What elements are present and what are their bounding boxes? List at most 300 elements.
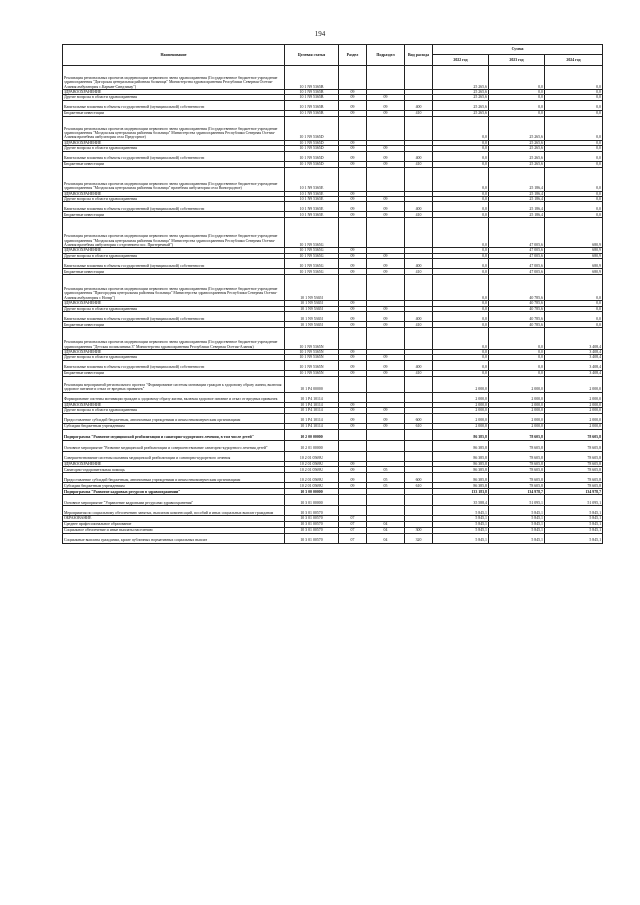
cell-name: Подпрограмма "Развитие кадровых ресурсов в здравоохранении": [63, 489, 285, 495]
cell-target: 10 1 N9 5365D: [285, 146, 339, 151]
cell-subsection: [367, 495, 405, 506]
cell-target: 10 1 P4 10114: [285, 392, 339, 402]
cell-2024: 5 845,1: [545, 533, 603, 543]
cell-target: 10 1 P4 10114: [285, 423, 339, 429]
cell-2023: 78 605,8: [489, 461, 545, 466]
cell-target: 10 1 N9 5365D: [285, 140, 339, 145]
cell-2023: 47 005,6: [489, 253, 545, 258]
cell-target: 10 1 P4 10114: [285, 402, 339, 407]
cell-target: 10 1 P4 00000: [285, 376, 339, 392]
cell-subsection: 05: [367, 467, 405, 473]
cell-subsection: [367, 376, 405, 392]
cell-section: 09: [339, 146, 367, 151]
cell-section: 09: [339, 461, 367, 466]
cell-name: Другие вопросы в области здравоохранения: [63, 197, 285, 202]
cell-2023: 25 265,6: [489, 151, 545, 161]
cell-subsection: [367, 392, 405, 402]
cell-2024: 134 978,7: [545, 489, 603, 495]
cell-2023: 2 000,0: [489, 408, 545, 413]
cell-section: 09: [339, 202, 367, 212]
cell-section: [339, 376, 367, 392]
cell-target: 10 1 N9 5365N: [285, 360, 339, 370]
table-row: [63, 495, 603, 506]
cell-target: 10 3 01 00570: [285, 516, 339, 521]
cell-2024: 0,0: [545, 116, 603, 140]
cell-2022: 133 183,8: [433, 489, 489, 495]
cell-subsection: [367, 451, 405, 461]
cell-target: 10 1 N9 5365N: [285, 350, 339, 355]
cell-target: 10 1 N9 5365N: [285, 328, 339, 350]
cell-2024: 3 408,4: [545, 360, 603, 370]
cell-2023: 47 005,6: [489, 218, 545, 248]
cell-name: Основное мероприятие "Развитие медицинской реабилитации и совершенствование санаторно-курортного лечения детей": [63, 440, 285, 451]
cell-target: 10 1 N9 5365I: [285, 322, 339, 328]
cell-section: 09: [339, 197, 367, 202]
cell-2023: 25 186,4: [489, 202, 545, 212]
cell-subsection: 09: [367, 202, 405, 212]
cell-2023: 0,0: [489, 90, 545, 95]
cell-2023: 2 000,0: [489, 413, 545, 423]
cell-name: Бюджетные инвестиции: [63, 322, 285, 328]
cell-target: 10 1 N9 5365E: [285, 212, 339, 218]
cell-target: 10 1 N9 5365D: [285, 161, 339, 167]
cell-2024: 78 605,8: [545, 429, 603, 440]
cell-2023: 78 605,8: [489, 473, 545, 483]
cell-2023: 78 605,8: [489, 440, 545, 451]
cell-target: 10 1 N9 5365I: [285, 301, 339, 306]
cell-name: ЗДРАВООХРАНЕНИЕ: [63, 140, 285, 145]
cell-name: Другие вопросы в области здравоохранения: [63, 306, 285, 311]
cell-section: 09: [339, 355, 367, 360]
cell-2023: 51 095,1: [489, 495, 545, 506]
cell-2024: 3 408,4: [545, 355, 603, 360]
cell-target: 10 2 01 0569U: [285, 451, 339, 461]
table-body: [63, 66, 603, 544]
budget-table: [62, 44, 603, 544]
cell-2022: 2 000,0: [433, 408, 489, 413]
cell-section: 07: [339, 516, 367, 521]
cell-target: 10 1 N9 5365B: [285, 110, 339, 116]
cell-2024: 2 000,0: [545, 376, 603, 392]
cell-2024: 78 605,8: [545, 473, 603, 483]
cell-section: 09: [339, 191, 367, 196]
cell-name: Основное мероприятие "Управление кадровыми ресурсами здравоохранения": [63, 495, 285, 506]
cell-target: 10 1 N9 5365D: [285, 116, 339, 140]
cell-2024: 78 605,8: [545, 461, 603, 466]
cell-2024: 0,0: [545, 202, 603, 212]
cell-target: 10 3 01 00000: [285, 495, 339, 506]
cell-2024: 78 605,8: [545, 451, 603, 461]
cell-name: Социальные выплаты гражданам, кроме публичных нормативных социальных выплат: [63, 533, 285, 543]
cell-name: ЗДРАВООХРАНЕНИЕ: [63, 248, 285, 253]
cell-section: 09: [339, 350, 367, 355]
cell-2023: 25 186,4: [489, 167, 545, 191]
cell-subsection: 09: [367, 100, 405, 110]
table-row: [63, 151, 603, 161]
cell-2022: 25 265,6: [433, 95, 489, 100]
cell-2023: 78 605,8: [489, 467, 545, 473]
cell-subsection: 09: [367, 161, 405, 167]
table-row: [63, 429, 603, 440]
cell-section: 09: [339, 151, 367, 161]
cell-2023: 25 265,6: [489, 146, 545, 151]
cell-2024: 3 408,4: [545, 350, 603, 355]
cell-section: [339, 218, 367, 248]
cell-2024: 2 000,0: [545, 402, 603, 407]
cell-2024: 5 845,1: [545, 516, 603, 521]
cell-2024: 0,0: [545, 322, 603, 328]
cell-2024: 78 605,8: [545, 467, 603, 473]
cell-target: 10 1 N9 5365I: [285, 312, 339, 322]
cell-name: Капитальные вложения в объекты государственной (муниципальной) собственности: [63, 151, 285, 161]
cell-section: 09: [339, 90, 367, 95]
cell-target: 10 1 N9 5365G: [285, 269, 339, 275]
cell-expense-type: [405, 451, 433, 461]
cell-2024: 0,0: [545, 197, 603, 202]
cell-2022: 0,0: [433, 248, 489, 253]
cell-2023: 78 605,8: [489, 429, 545, 440]
table-row: [63, 473, 603, 483]
cell-subsection: 09: [367, 312, 405, 322]
cell-2024: 680,9: [545, 259, 603, 269]
cell-2023: 25 265,6: [489, 116, 545, 140]
cell-2022: 0,0: [433, 269, 489, 275]
cell-2022: 5 845,1: [433, 527, 489, 533]
cell-expense-type: 400: [405, 259, 433, 269]
cell-section: [339, 275, 367, 301]
cell-expense-type: [405, 495, 433, 506]
cell-target: 10 2 01 0569U: [285, 483, 339, 489]
cell-name: Подпрограмма "Развитие медицинской реабилитации и санаторно-курортного лечения, в том числе детей": [63, 429, 285, 440]
cell-2023: 5 845,1: [489, 527, 545, 533]
cell-2023: 5 845,1: [489, 533, 545, 543]
cell-2024: 0,0: [545, 191, 603, 196]
header-2023: 2023 год: [489, 55, 545, 66]
cell-section: 09: [339, 212, 367, 218]
cell-subsection: 09: [367, 212, 405, 218]
cell-2022: 2 000,0: [433, 402, 489, 407]
cell-2024: 2 000,0: [545, 408, 603, 413]
cell-name: Бюджетные инвестиции: [63, 269, 285, 275]
cell-name: Реализация региональных проектов модернизации первичного звена здравоохранения (Государственное бюджетное учреждение здравоохранения "Моздокская центральная районная больница" Министерства здравоохранения Республики Северная Осетия-Алания врачебная амбулатория с отделением пос. Притеречный"): [63, 218, 285, 248]
cell-expense-type: [405, 167, 433, 191]
cell-2023: 0,0: [489, 328, 545, 350]
cell-target: 10 3 01 00570: [285, 527, 339, 533]
cell-2024: 680,9: [545, 248, 603, 253]
cell-subsection: [367, 440, 405, 451]
cell-name: Реализация региональных проектов модернизации первичного звена здравоохранения (Государственное бюджетное учреждение здравоохранения "Дигорская центральная районная больница" Министерства здравоохранения Республики Северная Осетия-Алания амбулатория с.Карман-Синдзикау"): [63, 66, 285, 90]
cell-2023: 2 000,0: [489, 376, 545, 392]
cell-target: 10 1 P4 10114: [285, 408, 339, 413]
cell-2023: 134 978,7: [489, 489, 545, 495]
cell-section: [339, 328, 367, 350]
cell-2023: 5 845,1: [489, 506, 545, 516]
header-expense-type: Вид расхода: [405, 45, 433, 66]
cell-expense-type: 600: [405, 413, 433, 423]
cell-2022: 0,0: [433, 191, 489, 196]
cell-2024: 680,9: [545, 269, 603, 275]
cell-name: Субсидии бюджетным учреждениям: [63, 423, 285, 429]
cell-target: 10 3 00 00000: [285, 489, 339, 495]
cell-2024: 3 408,4: [545, 370, 603, 376]
cell-2022: 86 385,8: [433, 461, 489, 466]
cell-expense-type: 410: [405, 269, 433, 275]
table-row: [63, 66, 603, 90]
cell-name: Совершенствование системы оказания медицинской реабилитации и санаторно-курортного лечения: [63, 451, 285, 461]
cell-target: 10 3 01 00570: [285, 521, 339, 527]
cell-2022: 0,0: [433, 328, 489, 350]
cell-name: Предоставление субсидий бюджетным, автономным учреждениям и иным некоммерческим организациям: [63, 413, 285, 423]
cell-subsection: 04: [367, 533, 405, 543]
cell-target: 10 1 N9 5365E: [285, 197, 339, 202]
cell-target: 10 1 N9 5365B: [285, 95, 339, 100]
cell-name: Санаторно-оздоровительная помощь: [63, 467, 285, 473]
cell-subsection: 04: [367, 527, 405, 533]
cell-target: 10 1 N9 5365N: [285, 370, 339, 376]
cell-subsection: 09: [367, 322, 405, 328]
cell-2022: 86 385,8: [433, 467, 489, 473]
cell-target: 10 1 P4 10114: [285, 413, 339, 423]
cell-name: ОБРАЗОВАНИЕ: [63, 516, 285, 521]
cell-section: 09: [339, 301, 367, 306]
cell-name: Бюджетные инвестиции: [63, 110, 285, 116]
cell-section: 09: [339, 408, 367, 413]
cell-expense-type: [405, 392, 433, 402]
cell-2024: 2 000,0: [545, 392, 603, 402]
cell-section: 09: [339, 248, 367, 253]
cell-name: Другие вопросы в области здравоохранения: [63, 146, 285, 151]
table-row: [63, 413, 603, 423]
cell-target: 10 2 01 0569U: [285, 467, 339, 473]
cell-2022: 35 588,4: [433, 495, 489, 506]
cell-expense-type: 410: [405, 110, 433, 116]
cell-2024: 5 845,1: [545, 527, 603, 533]
cell-section: 09: [339, 312, 367, 322]
cell-2022: 0,0: [433, 146, 489, 151]
cell-2022: 86 385,8: [433, 473, 489, 483]
cell-name: Бюджетные инвестиции: [63, 370, 285, 376]
cell-section: 09: [339, 413, 367, 423]
header-subsection: Подраздел: [367, 45, 405, 66]
cell-2024: 0,0: [545, 95, 603, 100]
table-row: [63, 533, 603, 543]
cell-subsection: 05: [367, 473, 405, 483]
cell-section: 07: [339, 533, 367, 543]
header-sum: Сумма: [433, 45, 603, 55]
cell-target: 10 1 N9 5365G: [285, 248, 339, 253]
cell-2024: 0,0: [545, 275, 603, 301]
cell-section: [339, 506, 367, 516]
cell-2022: 5 845,1: [433, 521, 489, 527]
cell-name: Реализация региональных проектов модернизации первичного звена здравоохранения (Государственное бюджетное учреждение здравоохранения "Моздокская центральная районная больница" Министерства здравоохранения Республики Северная Осетия-Алания врачебная амбулатория села Предгорное): [63, 116, 285, 140]
cell-2022: 0,0: [433, 116, 489, 140]
table-row: [63, 376, 603, 392]
cell-subsection: 09: [367, 413, 405, 423]
cell-target: 10 1 N9 5365I: [285, 275, 339, 301]
cell-2022: 5 845,1: [433, 506, 489, 516]
cell-target: 10 3 01 00570: [285, 506, 339, 516]
cell-expense-type: 400: [405, 312, 433, 322]
cell-2024: 0,0: [545, 90, 603, 95]
cell-2024: 51 095,1: [545, 495, 603, 506]
cell-section: 09: [339, 467, 367, 473]
cell-target: 10 1 N9 5365B: [285, 90, 339, 95]
cell-2023: 25 186,4: [489, 197, 545, 202]
cell-name: ЗДРАВООХРАНЕНИЕ: [63, 301, 285, 306]
cell-2022: 0,0: [433, 306, 489, 311]
cell-expense-type: 400: [405, 360, 433, 370]
cell-section: 09: [339, 402, 367, 407]
table-row: [63, 506, 603, 516]
cell-2022: 0,0: [433, 370, 489, 376]
cell-section: 09: [339, 140, 367, 145]
cell-subsection: 09: [367, 355, 405, 360]
cell-name: Капитальные вложения в объекты государственной (муниципальной) собственности: [63, 259, 285, 269]
cell-2022: 0,0: [433, 259, 489, 269]
cell-2022: 0,0: [433, 167, 489, 191]
cell-subsection: 09: [367, 306, 405, 311]
header-target: Целевая статья: [285, 45, 339, 66]
cell-subsection: 09: [367, 253, 405, 258]
table-row: [63, 167, 603, 191]
cell-subsection: 05: [367, 483, 405, 489]
cell-2023: 25 265,6: [489, 161, 545, 167]
cell-2024: 0,0: [545, 312, 603, 322]
cell-expense-type: [405, 506, 433, 516]
cell-2024: 5 845,1: [545, 506, 603, 516]
cell-section: 09: [339, 161, 367, 167]
cell-section: [339, 429, 367, 440]
cell-section: 09: [339, 423, 367, 429]
header-2022: 2022 год: [433, 55, 489, 66]
cell-2022: 0,0: [433, 350, 489, 355]
cell-2023: 2 000,0: [489, 392, 545, 402]
cell-2022: 86 385,8: [433, 429, 489, 440]
cell-subsection: 09: [367, 146, 405, 151]
cell-2022: 25 265,6: [433, 66, 489, 90]
cell-subsection: 09: [367, 259, 405, 269]
cell-expense-type: [405, 116, 433, 140]
cell-2024: 0,0: [545, 167, 603, 191]
cell-2023: 0,0: [489, 66, 545, 90]
cell-section: 09: [339, 110, 367, 116]
cell-subsection: 09: [367, 95, 405, 100]
cell-2023: 40 785,6: [489, 275, 545, 301]
cell-2024: 0,0: [545, 66, 603, 90]
cell-target: 10 1 N9 5365E: [285, 202, 339, 212]
cell-2022: 0,0: [433, 275, 489, 301]
cell-2022: 0,0: [433, 355, 489, 360]
cell-target: 10 1 N9 5365G: [285, 218, 339, 248]
cell-name: ЗДРАВООХРАНЕНИЕ: [63, 350, 285, 355]
cell-subsection: 09: [367, 408, 405, 413]
cell-subsection: 09: [367, 423, 405, 429]
cell-2022: 25 265,6: [433, 90, 489, 95]
cell-2024: 680,9: [545, 253, 603, 258]
cell-expense-type: [405, 328, 433, 350]
header-name: Наименование: [63, 45, 285, 66]
cell-section: 09: [339, 259, 367, 269]
cell-2024: 0,0: [545, 212, 603, 218]
cell-section: 09: [339, 253, 367, 258]
cell-expense-type: 400: [405, 151, 433, 161]
cell-2022: 86 385,8: [433, 483, 489, 489]
cell-section: 09: [339, 473, 367, 483]
cell-expense-type: 410: [405, 322, 433, 328]
cell-name: Другие вопросы в области здравоохранения: [63, 95, 285, 100]
cell-2024: 680,9: [545, 218, 603, 248]
cell-section: 09: [339, 483, 367, 489]
cell-target: 10 2 01 00000: [285, 440, 339, 451]
cell-2024: 78 605,8: [545, 483, 603, 489]
cell-2023: 2 000,0: [489, 402, 545, 407]
cell-expense-type: [405, 440, 433, 451]
cell-2023: 0,0: [489, 355, 545, 360]
cell-section: 09: [339, 322, 367, 328]
cell-target: 10 1 N9 5365I: [285, 306, 339, 311]
cell-expense-type: [405, 429, 433, 440]
table-row: [63, 116, 603, 140]
cell-subsection: [367, 275, 405, 301]
cell-subsection: 09: [367, 370, 405, 376]
cell-name: Реализация региональных проектов модернизации первичного звена здравоохранения (Государственное бюджетное учреждение здравоохранения "Пригородная центральная районная больница" Министерства здравоохранения Республики Северная Осетия-Алания амбулатория с Ногир"): [63, 275, 285, 301]
cell-2022: 5 845,1: [433, 516, 489, 521]
cell-2022: 2 000,0: [433, 392, 489, 402]
cell-2023: 78 605,8: [489, 451, 545, 461]
cell-section: [339, 495, 367, 506]
cell-expense-type: 600: [405, 473, 433, 483]
cell-2024: 2 000,0: [545, 423, 603, 429]
cell-2023: 2 000,0: [489, 423, 545, 429]
cell-name: Субсидии бюджетным учреждениям: [63, 483, 285, 489]
cell-section: 07: [339, 527, 367, 533]
cell-subsection: 09: [367, 197, 405, 202]
cell-2024: 78 605,8: [545, 440, 603, 451]
table-row: [63, 100, 603, 110]
cell-subsection: [367, 116, 405, 140]
cell-expense-type: 410: [405, 161, 433, 167]
cell-expense-type: 300: [405, 527, 433, 533]
cell-2022: 0,0: [433, 218, 489, 248]
cell-2023: 5 845,1: [489, 516, 545, 521]
cell-name: Мероприятия по социальному обеспечению занятых, выплатам компенсаций, пособий и иных социальных выплат гражданам: [63, 506, 285, 516]
cell-2022: 0,0: [433, 212, 489, 218]
cell-2024: 3 408,4: [545, 328, 603, 350]
cell-2023: 47 005,6: [489, 259, 545, 269]
cell-2022: 25 265,6: [433, 100, 489, 110]
cell-2023: 0,0: [489, 100, 545, 110]
cell-expense-type: 400: [405, 100, 433, 110]
cell-name: ЗДРАВООХРАНЕНИЕ: [63, 191, 285, 196]
cell-2023: 0,0: [489, 360, 545, 370]
cell-name: Капитальные вложения в объекты государственной (муниципальной) собственности: [63, 100, 285, 110]
cell-2023: 47 005,6: [489, 269, 545, 275]
cell-name: Реализация региональных проектов модернизации первичного звена здравоохранения (Государственное бюджетное учреждение здравоохранения "Моздокская центральная районная больница" врачебная амбулатория села Виноградное): [63, 167, 285, 191]
cell-target: 10 1 N9 5365N: [285, 355, 339, 360]
cell-2024: 0,0: [545, 110, 603, 116]
cell-2023: 5 845,1: [489, 521, 545, 527]
cell-name: Бюджетные инвестиции: [63, 161, 285, 167]
cell-subsection: [367, 506, 405, 516]
cell-target: 10 1 N9 5365B: [285, 66, 339, 90]
cell-2024: 0,0: [545, 146, 603, 151]
cell-2022: 0,0: [433, 312, 489, 322]
table-row: [63, 202, 603, 212]
cell-2023: 40 785,6: [489, 322, 545, 328]
cell-target: 10 1 N9 5365G: [285, 253, 339, 258]
cell-expense-type: 410: [405, 212, 433, 218]
cell-2024: 5 845,1: [545, 521, 603, 527]
